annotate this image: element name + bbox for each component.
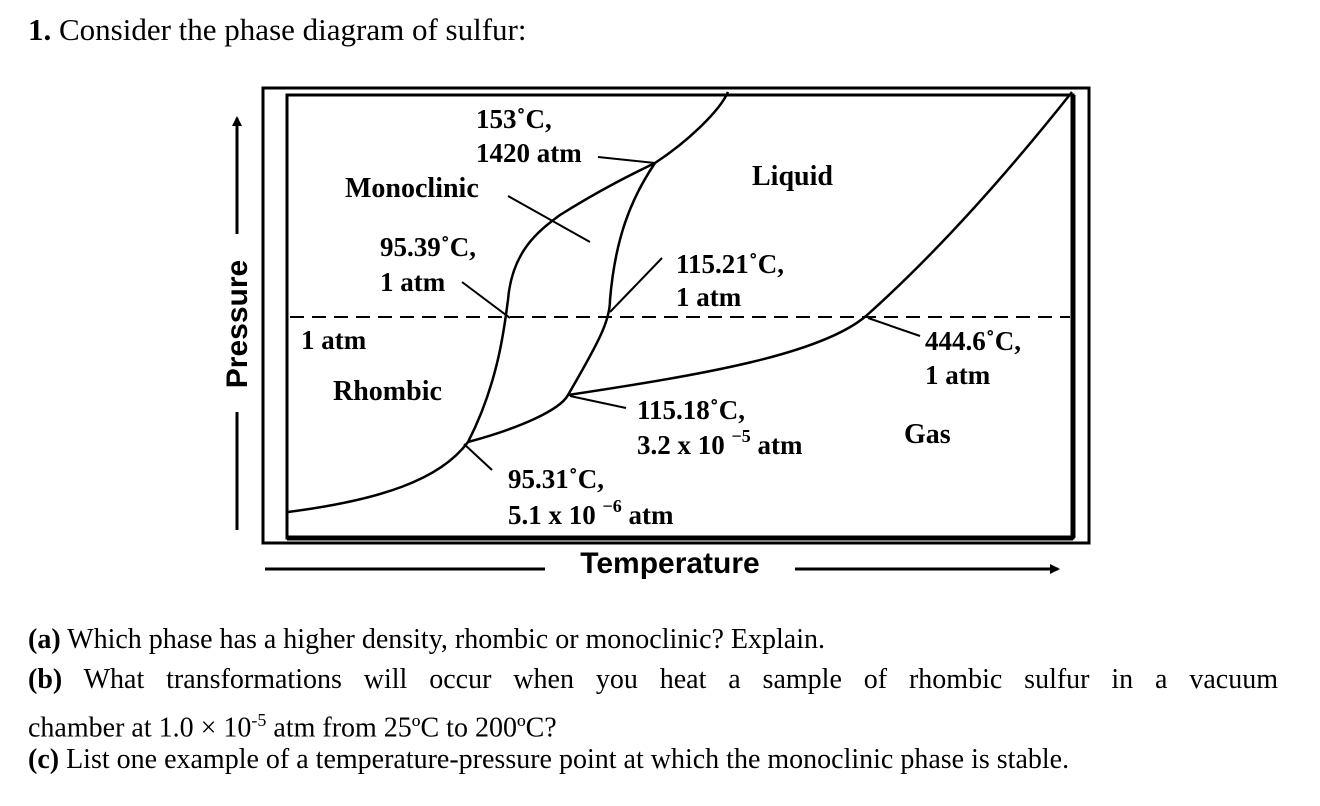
rhombic-liquid-boundary — [655, 92, 728, 163]
subquestion-c — [28, 740, 1069, 780]
subquestion-b-text-line2-pre: chamber at 1.0 × 10 — [28, 712, 252, 744]
phase-label-rhombic: Rhombic — [333, 376, 442, 407]
y-axis-label: Pressure — [221, 259, 254, 389]
triple-point-153-temp: 153˚C, — [476, 104, 552, 134]
subquestion-b — [28, 660, 1278, 700]
one-atm-label: 1 atm — [301, 325, 367, 355]
subquestion-a-label: (a) — [28, 624, 61, 655]
phase-label-monoclinic: Monoclinic — [345, 173, 479, 204]
triple-point-95-31-temp: 95.31˚C, — [508, 464, 604, 494]
monoclinic-gas-boundary — [468, 395, 568, 442]
question-prompt: Consider the phase diagram of sulfur: — [59, 12, 527, 47]
x-axis-label: Temperature — [580, 547, 760, 580]
phase-label-liquid: Liquid — [752, 161, 833, 192]
boiling-444-6-temp: 444.6˚C, — [925, 326, 1021, 356]
triple-point-115-18-temp: 115.18˚C, — [637, 395, 745, 425]
rhombic-monoclinic-boundary — [468, 163, 655, 442]
subquestion-a — [28, 620, 825, 660]
y-axis — [221, 118, 254, 530]
subquestion-b-text-line1: What transformations will occur when you heat a sample of rhombic sulfur in a vacuum — [83, 664, 1278, 695]
transition-95-39-pressure: 1 atm — [380, 267, 446, 297]
melting-115-21-pressure: 1 atm — [676, 282, 742, 312]
subquestion-c-label: (c) — [28, 744, 60, 775]
boiling-444-6-pressure: 1 atm — [925, 360, 991, 390]
subquestion-c-text: List one example of a temperature-pressure point at which the monoclinic phase is stable. — [66, 744, 1070, 775]
subquestion-b-label: (b) — [28, 664, 63, 695]
subquestion-b-exponent: -5 — [251, 710, 267, 730]
melting-115-21-temp: 115.21˚C, — [676, 249, 784, 279]
transition-95-39-temp: 95.39˚C, — [380, 232, 476, 262]
triple-point-95-31-pressure: 5.1 x 10 $^{-6}$ atm — [508, 496, 674, 530]
x-axis — [265, 547, 1058, 580]
phase-label-gas: Gas — [904, 419, 951, 450]
triple-point-115-18-pressure: 3.2 x 10 $^{-5}$ atm — [637, 426, 803, 460]
question-number: 1. — [28, 12, 52, 47]
subquestion-a-text: Which phase has a higher density, rhombic or monoclinic? Explain. — [67, 624, 826, 655]
plot-frame — [263, 88, 1089, 543]
triple-point-153-pressure: 1420 atm — [476, 138, 582, 168]
subquestion-b-text-line2-post: atm from 25ºC to 200ºC? — [266, 712, 557, 744]
rhombic-gas-boundary — [288, 442, 468, 512]
